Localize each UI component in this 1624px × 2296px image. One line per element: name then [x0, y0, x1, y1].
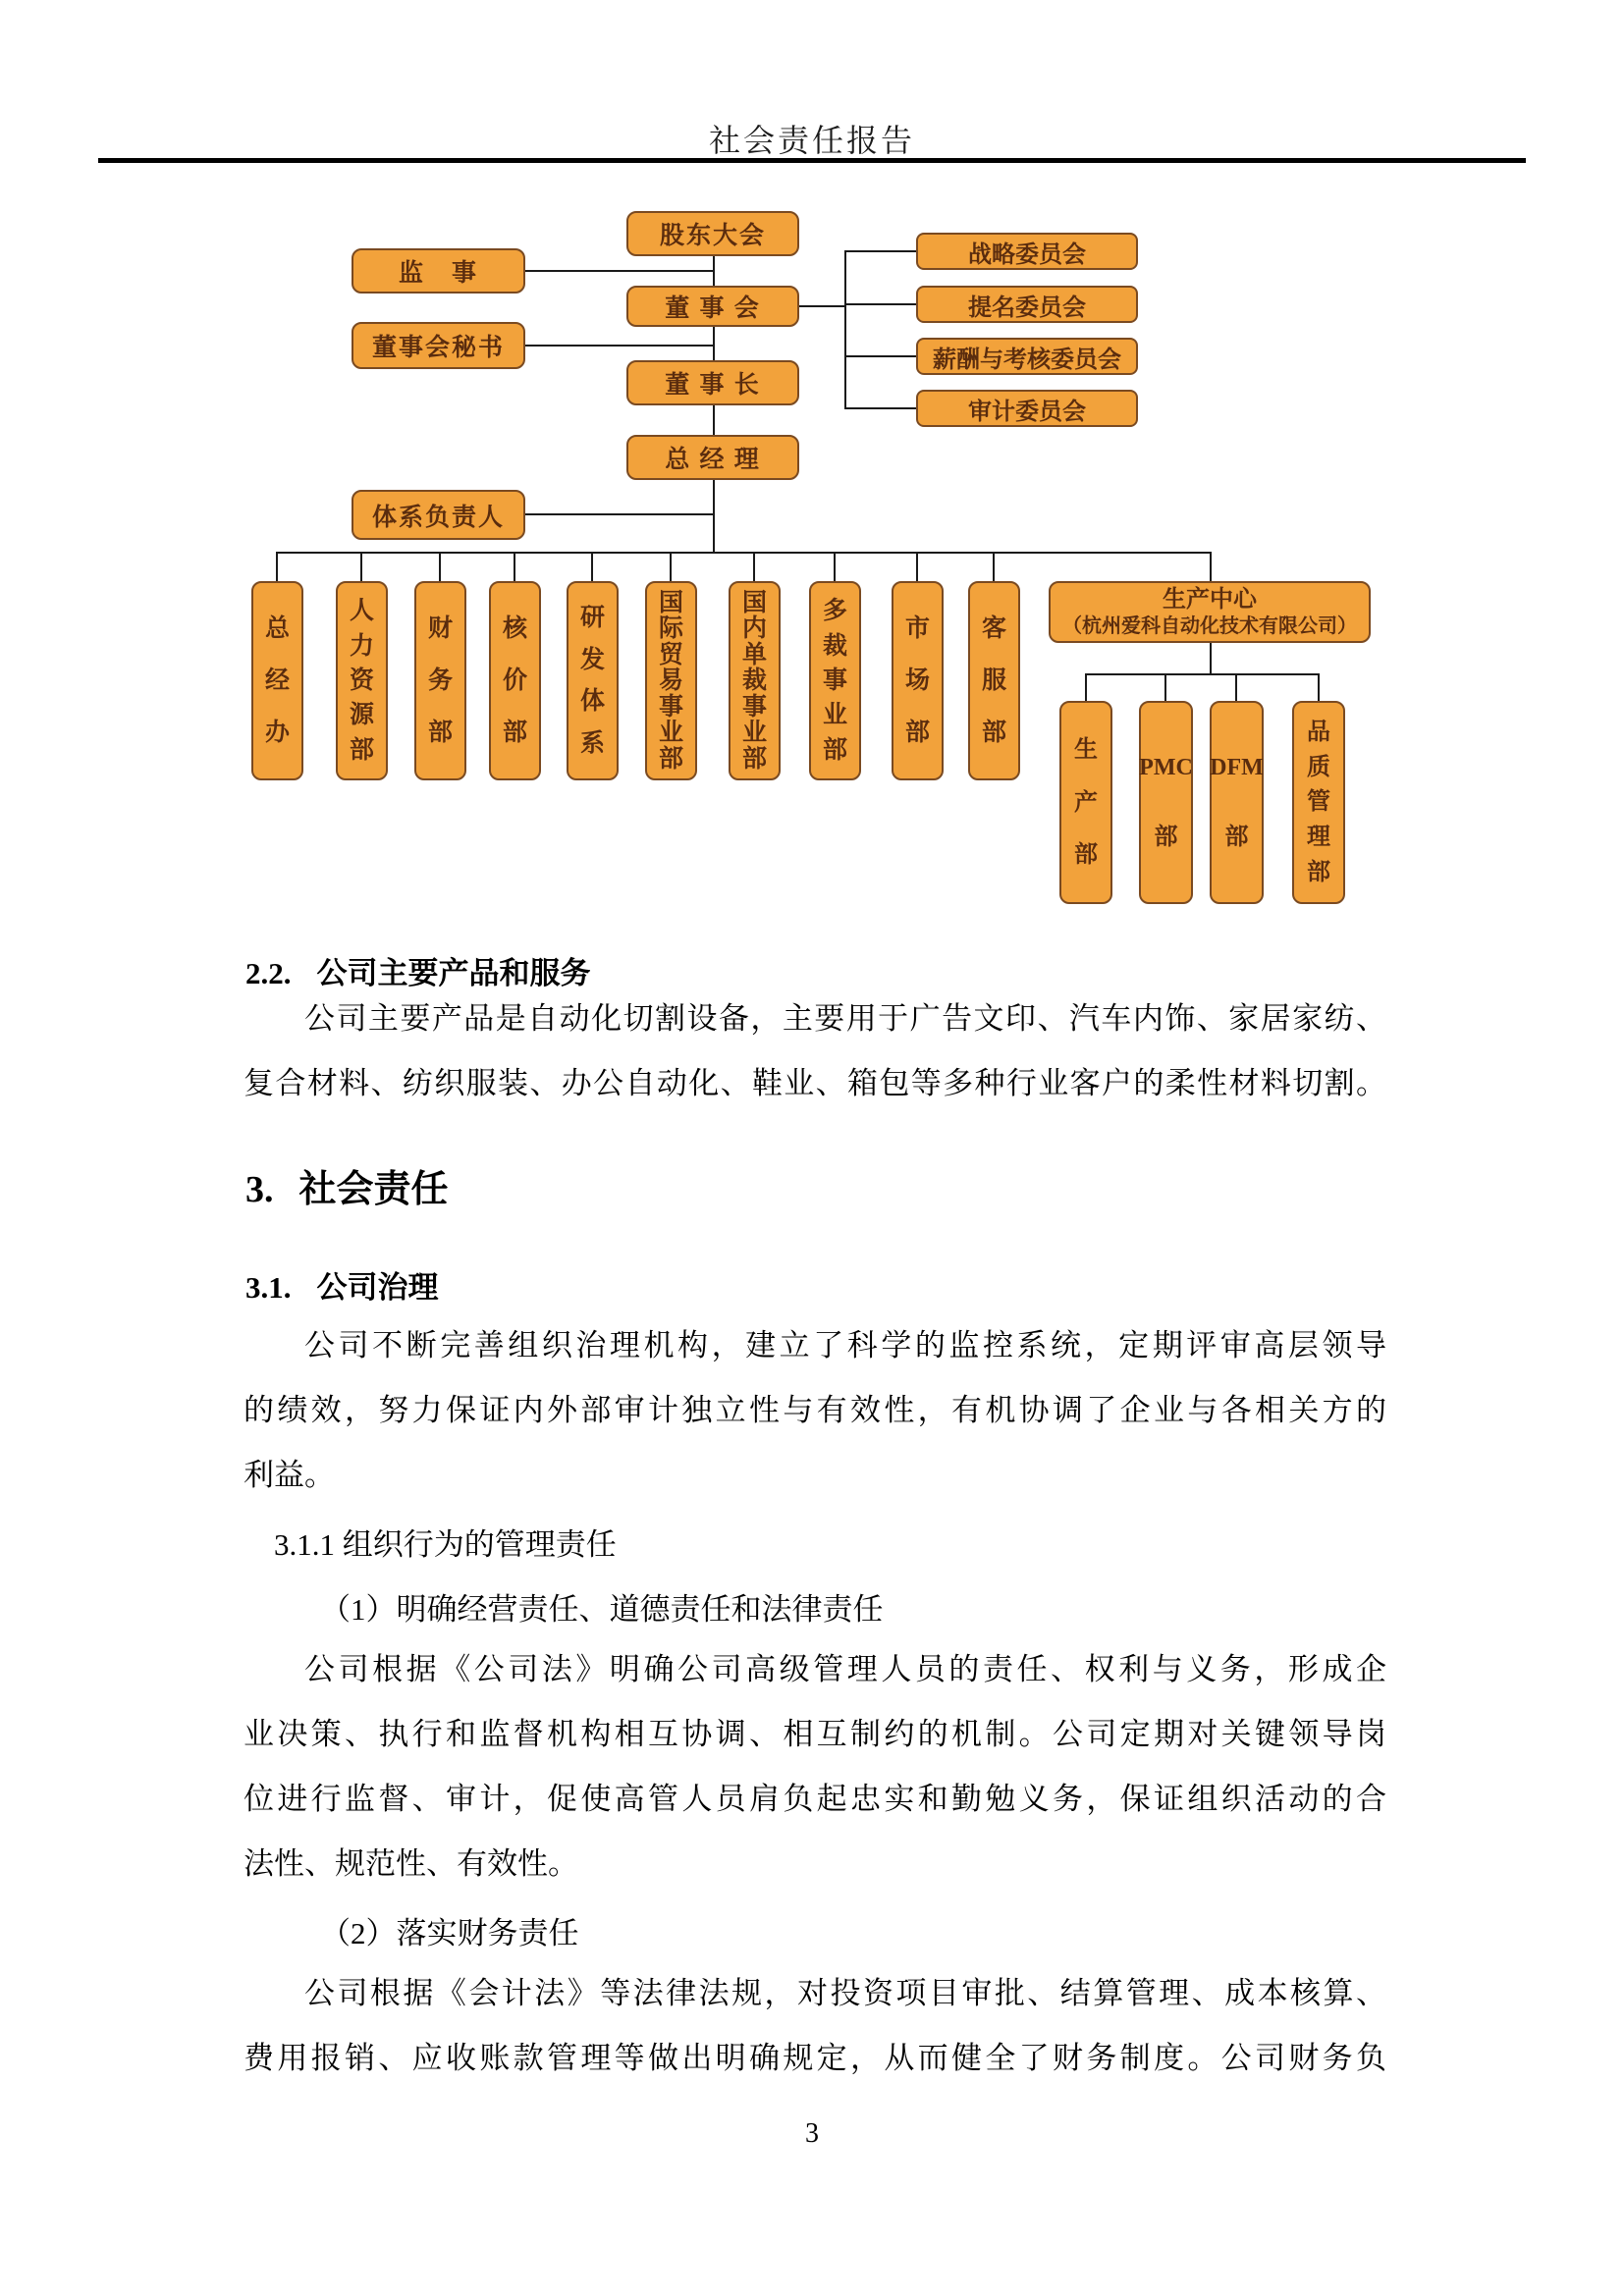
org-box-chairman: 董 事 长	[626, 360, 799, 405]
connector-line	[591, 552, 593, 581]
text-line: 利益。	[244, 1458, 335, 1492]
production-center-subtitle: （杭州爱科自动化技术有限公司）	[1062, 615, 1357, 637]
text-line: 法性、规范性、有效性。	[244, 1846, 578, 1881]
connector-line	[1318, 673, 1320, 701]
connector-line	[799, 305, 845, 307]
connector-line	[670, 552, 672, 581]
production-dept-box: 生 产 部	[1059, 701, 1112, 904]
connector-line	[846, 303, 916, 305]
org-box-board-secretary: 董事会秘书	[352, 322, 525, 369]
connector-line	[713, 405, 715, 435]
connector-line	[753, 552, 755, 581]
connector-line	[1210, 643, 1212, 673]
org-box-system-leader: 体系负责人	[352, 490, 525, 540]
paragraph-products	[244, 987, 1386, 1116]
production-dept-box: DFM 部	[1210, 701, 1264, 904]
text-line: 公司不断完善组织治理机构，建立了科学的监控系统，定期评审高层领导	[304, 1328, 1386, 1362]
committee-box-audit: 审计委员会	[916, 390, 1138, 427]
connector-line	[276, 552, 278, 581]
paragraph-finance	[244, 1961, 1386, 2091]
connector-line	[713, 256, 715, 286]
connector-line	[834, 552, 836, 581]
text-line: 的绩效，努力保证内外部审计独立性与有效性，有机协调了企业与各相关方的	[244, 1393, 1386, 1427]
dept-box: 人 力 资 源 部	[336, 581, 388, 780]
production-dept-box: 品 质 管 理 部	[1292, 701, 1345, 904]
page-number: 3	[805, 2118, 819, 2149]
connector-line	[514, 552, 515, 581]
connector-line	[844, 250, 846, 409]
dept-box: 多 裁 事 业 部	[809, 581, 861, 780]
text-line: 公司根据《公司法》明确公司高级管理人员的责任、权利与义务，形成企	[304, 1652, 1386, 1686]
text-line: 公司根据《会计法》等法律法规，对投资项目审批、结算管理、成本核算、	[304, 1976, 1386, 2010]
connector-line	[360, 552, 362, 581]
org-box-shareholders-meeting: 股东大会	[626, 211, 799, 256]
text-line: 复合材料、纺织服装、办公自动化、鞋业、箱包等多种行业客户的柔性材料切割。	[244, 1066, 1386, 1100]
connector-line	[1086, 673, 1320, 675]
org-box-board: 董 事 会	[626, 286, 799, 327]
connector-line	[525, 345, 713, 347]
heading-text: 社会责任	[298, 1169, 449, 1210]
list-item-1: （1）明确经营责任、道德责任和法律责任	[320, 1592, 884, 1627]
connector-line	[713, 327, 715, 360]
connector-line	[439, 552, 441, 581]
paragraph-legal	[244, 1637, 1386, 1896]
dept-box: 国 际 贸 易 事 业 部	[645, 581, 697, 780]
text-line: 公司主要产品是自动化切割设备，主要用于广告文印、汽车内饰、家居家纺、	[304, 1001, 1386, 1036]
header-rule	[98, 158, 1526, 163]
connector-line	[525, 270, 713, 272]
connector-line	[1085, 673, 1087, 701]
connector-line	[1164, 673, 1166, 701]
production-dept-box: PMC 部	[1139, 701, 1193, 904]
dept-box: 市 场 部	[892, 581, 944, 780]
heading-text: 公司治理	[316, 1270, 439, 1305]
heading-number: 3.	[245, 1169, 274, 1210]
dept-box: 财 务 部	[414, 581, 466, 780]
header-title: 社会责任报告	[708, 123, 915, 158]
dept-box: 总 经 办	[251, 581, 303, 780]
dept-box: 核 价 部	[489, 581, 541, 780]
dept-box: 研 发 体 系	[567, 581, 619, 780]
committee-box-remuneration: 薪酬与考核委员会	[916, 338, 1138, 375]
dept-box: 国 内 单 裁 事 业 部	[729, 581, 781, 780]
production-center-title: 生产中心	[1163, 587, 1257, 613]
connector-line	[713, 480, 715, 554]
text-line: 位进行监督、审计，促使高管人员肩负起忠实和勤勉义务，保证组织活动的合	[244, 1782, 1386, 1816]
connector-line	[1235, 673, 1237, 701]
dept-box: 客 服 部	[968, 581, 1020, 780]
connector-line	[1210, 552, 1212, 581]
text-line: 费用报销、应收账款管理等做出明确规定，从而健全了财务制度。公司财务负	[244, 2041, 1386, 2075]
connector-line	[846, 407, 916, 409]
connector-line	[277, 552, 1212, 554]
list-item-2: （2）落实财务责任	[320, 1916, 579, 1950]
heading-3-1	[245, 1262, 439, 1307]
heading-3-1-1: 3.1.1 组织行为的管理责任	[274, 1527, 617, 1562]
connector-line	[993, 552, 995, 581]
text-line: 业决策、执行和监督机构相互协调、相互制约的机制。公司定期对关键领导岗	[244, 1717, 1386, 1751]
connector-line	[916, 552, 918, 581]
heading-text: 公司主要产品和服务	[316, 956, 591, 990]
heading-number: 3.1.	[245, 1270, 292, 1305]
heading-3	[245, 1158, 449, 1212]
connector-line	[525, 513, 713, 515]
paragraph-governance	[244, 1313, 1386, 1508]
connector-line	[846, 250, 916, 252]
org-box-production-center	[1049, 581, 1371, 643]
connector-line	[846, 355, 916, 357]
committee-box-nomination: 提名委员会	[916, 286, 1138, 323]
org-box-general-manager: 总 经 理	[626, 435, 799, 480]
heading-number: 2.2.	[245, 956, 292, 990]
org-box-supervisor: 监 事	[352, 248, 525, 294]
committee-box-strategy: 战略委员会	[916, 233, 1138, 270]
